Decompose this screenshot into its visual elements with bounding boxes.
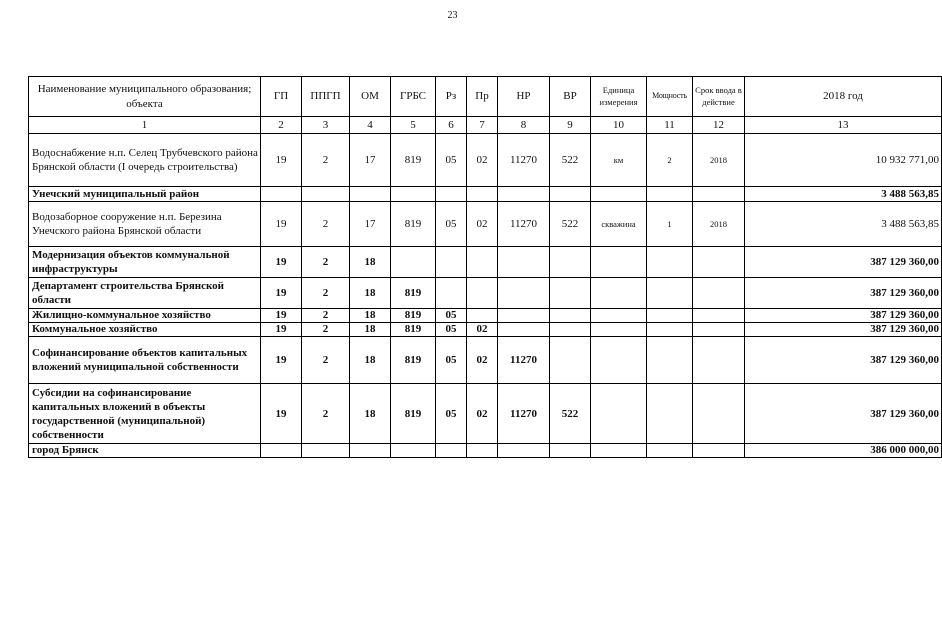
cell-capacity: [647, 278, 693, 309]
row-name: город Брянск: [29, 444, 261, 458]
cell-rz: 05: [436, 134, 467, 187]
cell-rz: [436, 444, 467, 458]
table-row: [29, 309, 942, 323]
cell-amount: 10 932 771,00: [745, 134, 942, 187]
cell-pr: 02: [467, 323, 498, 337]
cell-pr: [467, 278, 498, 309]
cell-nr: [498, 247, 550, 278]
header-name: Наименование муниципального образования; объекта: [29, 77, 261, 117]
cell-gp: 19: [261, 337, 302, 384]
cell-pr: [467, 444, 498, 458]
cell-term: 2018: [693, 134, 745, 187]
cell-ppgp: 2: [302, 247, 350, 278]
row-name: Жилищно-коммунальное хозяйство: [29, 309, 261, 323]
cell-unit: скважина: [591, 202, 647, 247]
cell-unit: [591, 337, 647, 384]
budget-table: [28, 76, 942, 458]
cell-om: 18: [350, 247, 391, 278]
cell-amount: 387 129 360,00: [745, 247, 942, 278]
column-number-row: [29, 117, 942, 134]
cell-gp: 19: [261, 384, 302, 444]
table-row: [29, 187, 942, 202]
cell-gp: [261, 187, 302, 202]
cell-om: [350, 187, 391, 202]
cell-ppgp: 2: [302, 278, 350, 309]
cell-nr: 11270: [498, 384, 550, 444]
cell-pr: [467, 187, 498, 202]
cell-rz: 05: [436, 384, 467, 444]
cell-term: [693, 187, 745, 202]
table-row: [29, 278, 942, 309]
column-number: 8: [498, 117, 550, 134]
cell-grbs: 819: [391, 202, 436, 247]
cell-gp: 19: [261, 134, 302, 187]
cell-amount: 387 129 360,00: [745, 337, 942, 384]
cell-pr: 02: [467, 134, 498, 187]
cell-nr: [498, 187, 550, 202]
cell-om: 17: [350, 202, 391, 247]
column-number: 6: [436, 117, 467, 134]
header-om: ОМ: [350, 77, 391, 117]
cell-nr: [498, 309, 550, 323]
cell-ppgp: 2: [302, 337, 350, 384]
cell-unit: [591, 278, 647, 309]
table-row: [29, 384, 942, 444]
cell-rz: [436, 247, 467, 278]
cell-nr: [498, 444, 550, 458]
row-name: Коммунальное хозяйство: [29, 323, 261, 337]
cell-rz: [436, 187, 467, 202]
cell-vr: [550, 444, 591, 458]
cell-vr: 522: [550, 134, 591, 187]
cell-gp: 19: [261, 309, 302, 323]
cell-term: [693, 384, 745, 444]
cell-rz: 05: [436, 323, 467, 337]
cell-ppgp: [302, 444, 350, 458]
cell-capacity: [647, 247, 693, 278]
cell-capacity: 1: [647, 202, 693, 247]
cell-amount: 386 000 000,00: [745, 444, 942, 458]
cell-pr: 02: [467, 384, 498, 444]
cell-amount: 387 129 360,00: [745, 278, 942, 309]
cell-pr: [467, 309, 498, 323]
cell-capacity: [647, 309, 693, 323]
cell-gp: 19: [261, 247, 302, 278]
cell-ppgp: 2: [302, 202, 350, 247]
cell-nr: [498, 278, 550, 309]
cell-rz: 05: [436, 202, 467, 247]
column-number: 9: [550, 117, 591, 134]
cell-unit: [591, 444, 647, 458]
cell-term: [693, 247, 745, 278]
cell-ppgp: 2: [302, 309, 350, 323]
cell-capacity: [647, 384, 693, 444]
cell-unit: [591, 187, 647, 202]
row-name: Субсидии на софинансирование капитальных вложений в объекты государственной (муниципальной) собственности: [29, 384, 261, 444]
cell-om: 18: [350, 278, 391, 309]
cell-capacity: [647, 337, 693, 384]
cell-term: [693, 444, 745, 458]
cell-unit: [591, 247, 647, 278]
cell-term: 2018: [693, 202, 745, 247]
cell-term: [693, 278, 745, 309]
cell-grbs: 819: [391, 134, 436, 187]
cell-amount: 387 129 360,00: [745, 323, 942, 337]
header-year: 2018 год: [745, 77, 942, 117]
header-vr: ВР: [550, 77, 591, 117]
cell-vr: [550, 323, 591, 337]
cell-capacity: [647, 323, 693, 337]
row-name: Унечский муниципальный район: [29, 187, 261, 202]
cell-term: [693, 309, 745, 323]
cell-rz: [436, 278, 467, 309]
cell-om: 17: [350, 134, 391, 187]
header-term: Срок ввода в действие: [693, 77, 745, 117]
cell-nr: 11270: [498, 202, 550, 247]
header-capacity: Мощность: [647, 77, 693, 117]
cell-term: [693, 337, 745, 384]
table-row: [29, 134, 942, 187]
cell-grbs: 819: [391, 337, 436, 384]
cell-pr: 02: [467, 337, 498, 384]
page-number: 23: [447, 10, 458, 21]
header-ppgp: ППГП: [302, 77, 350, 117]
cell-vr: [550, 247, 591, 278]
cell-capacity: 2: [647, 134, 693, 187]
row-name: Департамент строительства Брянской области: [29, 278, 261, 309]
cell-grbs: [391, 444, 436, 458]
cell-gp: 19: [261, 278, 302, 309]
column-number: 1: [29, 117, 261, 134]
cell-om: 18: [350, 384, 391, 444]
cell-amount: 3 488 563,85: [745, 187, 942, 202]
cell-om: [350, 444, 391, 458]
table-row: [29, 323, 942, 337]
cell-gp: 19: [261, 323, 302, 337]
cell-capacity: [647, 187, 693, 202]
header-nr: НР: [498, 77, 550, 117]
header-unit: Единица измерения: [591, 77, 647, 117]
cell-grbs: 819: [391, 323, 436, 337]
cell-vr: 522: [550, 202, 591, 247]
table-row: [29, 202, 942, 247]
cell-pr: [467, 247, 498, 278]
cell-term: [693, 323, 745, 337]
cell-om: 18: [350, 309, 391, 323]
cell-gp: [261, 444, 302, 458]
cell-amount: 387 129 360,00: [745, 384, 942, 444]
cell-unit: [591, 323, 647, 337]
cell-grbs: 819: [391, 278, 436, 309]
row-name: Водоснабжение н.п. Селец Трубчевского района Брянской области (I очередь строительства): [29, 134, 261, 187]
cell-ppgp: 2: [302, 384, 350, 444]
column-number: 12: [693, 117, 745, 134]
cell-pr: 02: [467, 202, 498, 247]
cell-om: 18: [350, 323, 391, 337]
row-name: Водозаборное сооружение н.п. Березина Унечского района Брянской области: [29, 202, 261, 247]
cell-vr: [550, 187, 591, 202]
cell-ppgp: 2: [302, 134, 350, 187]
cell-vr: [550, 309, 591, 323]
column-number: 2: [261, 117, 302, 134]
column-number: 5: [391, 117, 436, 134]
cell-vr: [550, 337, 591, 384]
cell-amount: 387 129 360,00: [745, 309, 942, 323]
cell-grbs: 819: [391, 309, 436, 323]
cell-grbs: [391, 187, 436, 202]
table-row: [29, 247, 942, 278]
cell-vr: [550, 278, 591, 309]
cell-grbs: [391, 247, 436, 278]
cell-capacity: [647, 444, 693, 458]
column-number: 13: [745, 117, 942, 134]
header-rz: Рз: [436, 77, 467, 117]
cell-unit: [591, 309, 647, 323]
cell-rz: 05: [436, 309, 467, 323]
cell-rz: 05: [436, 337, 467, 384]
header-pr: Пр: [467, 77, 498, 117]
column-number: 7: [467, 117, 498, 134]
table-row: [29, 444, 942, 458]
column-number: 11: [647, 117, 693, 134]
cell-gp: 19: [261, 202, 302, 247]
cell-unit: [591, 384, 647, 444]
column-number: 3: [302, 117, 350, 134]
column-number: 4: [350, 117, 391, 134]
cell-vr: 522: [550, 384, 591, 444]
cell-ppgp: [302, 187, 350, 202]
cell-nr: 11270: [498, 134, 550, 187]
cell-amount: 3 488 563,85: [745, 202, 942, 247]
cell-unit: км: [591, 134, 647, 187]
cell-nr: [498, 323, 550, 337]
header-grbs: ГРБС: [391, 77, 436, 117]
cell-nr: 11270: [498, 337, 550, 384]
row-name: Софинансирование объектов капитальных вложений муниципальной собственности: [29, 337, 261, 384]
cell-om: 18: [350, 337, 391, 384]
cell-ppgp: 2: [302, 323, 350, 337]
row-name: Модернизация объектов коммунальной инфраструктуры: [29, 247, 261, 278]
table-row: [29, 337, 942, 384]
cell-grbs: 819: [391, 384, 436, 444]
column-number: 10: [591, 117, 647, 134]
header-gp: ГП: [261, 77, 302, 117]
table-header-row: [29, 77, 942, 117]
